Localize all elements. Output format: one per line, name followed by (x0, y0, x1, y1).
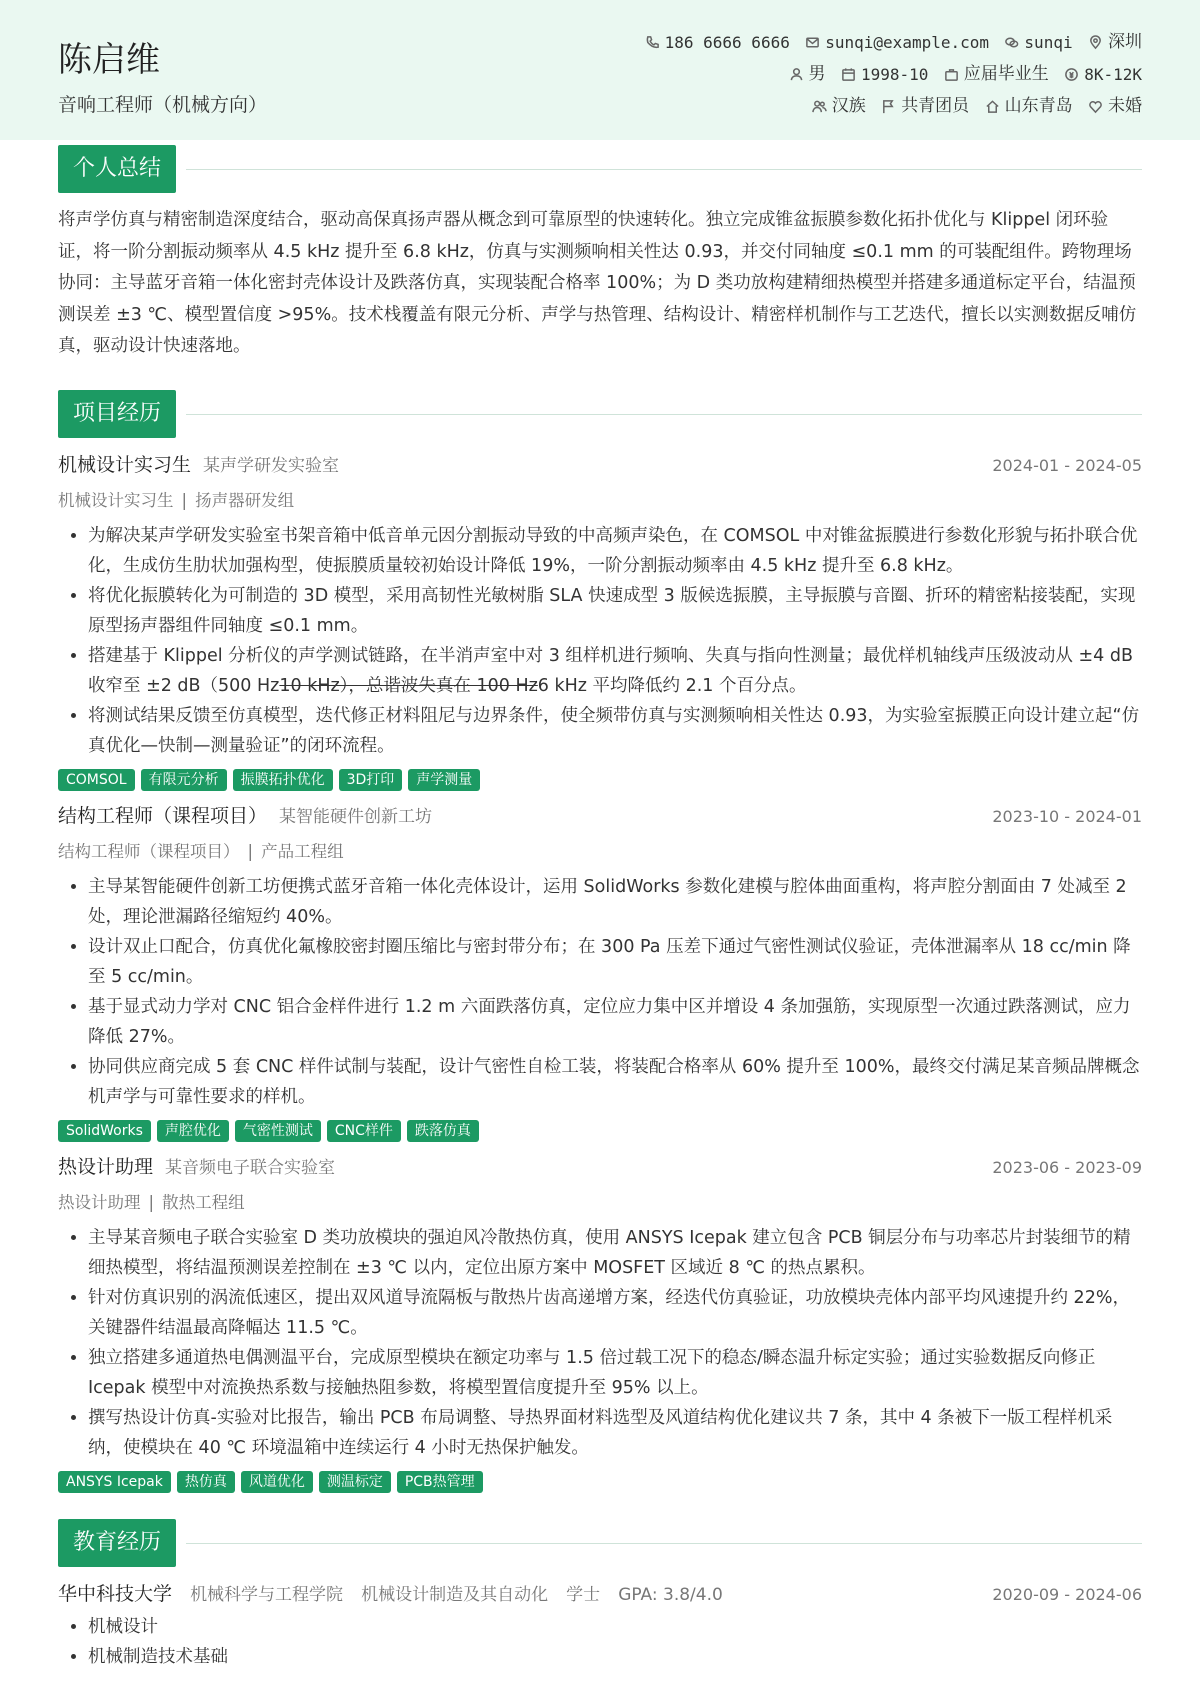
skill-tag: 热仿真 (177, 1471, 235, 1493)
course-list (58, 1612, 1142, 1672)
college: 机械科学与工程学院 (190, 1584, 344, 1605)
list-item: • 设计双止口配合，仿真优化氟橡胶密封圈压缩比与密封带分布；在 300 Pa 压差下通过气密性测试仪验证，壳体泄漏率从 18 cc/min 降至 5 cc/min。 (88, 932, 1142, 992)
section-divider (186, 414, 1142, 415)
project-bullets (58, 1223, 1142, 1463)
section-title: 项目经历 (58, 390, 176, 438)
salary: 8K-12K (1064, 60, 1142, 89)
project-title: 结构工程师（课程项目） (58, 804, 268, 827)
skill-tag: 跌落仿真 (407, 1120, 479, 1142)
summary-text: 将声学仿真与精密制造深度结合，驱动高保真扬声器从概念到可靠原型的快速转化。独立完成锥盆振膜参数化拓扑优化与 Klippel 闭环验证，将一阶分割振动频率从 4.5 kHz 提升至 6.8 kHz，仿真与实测频响相关性达 0.93，并交付同轴度 ≤0.1 mm 的可装配组件。跨物理场协同：主导蓝牙音箱一体化密封壳体设计及跌落仿真，实现装配合格率 100%；为 D 类功放构建精细热模型并搭建多通道标定平台，结温预测误差 ±3 ℃、模型置信度 >95%。技术栈覆盖有限元分析、声学与热管理、结构设计、精密样机制作与工艺迭代，擅长以实测数据反哺仿真，驱动设计快速落地。 (58, 210, 1137, 356)
project-title: 热设计助理 (58, 1155, 154, 1178)
heart-icon (1088, 99, 1103, 114)
project-org: 某音频电子联合实验室 (165, 1157, 336, 1178)
skill-tag: 有限元分析 (141, 769, 227, 791)
skill-tag: CNC样件 (327, 1120, 401, 1142)
education-item (58, 1579, 1142, 1672)
users-icon (812, 99, 827, 114)
skill-tags (58, 1471, 1142, 1493)
job-status: 应届毕业生 (944, 60, 1049, 89)
flag-icon (881, 99, 896, 114)
calendar-icon (841, 67, 856, 82)
city: 深圳 (1088, 28, 1142, 57)
list-item: • 机械制造技术基础 (88, 1642, 1142, 1672)
project-bullets (58, 872, 1142, 1112)
project-role: 结构工程师（课程项目） (58, 841, 240, 861)
project-bullets (58, 521, 1142, 761)
project-item: 热设计助理 某音频电子联合实验室 2023-06 - 2023-09 热设计助理 | 散热工程组 • 主导某音频电子联合实验室 D 类功放模块的强迫风冷散热仿真，使用 ANSYS Icepak 建立包含 PCB 铜层分布与功率芯片封装细节的精细热模型，将结温预测误差控制在 ±3 ℃ 以内，定位出原方案中 MOSFET 区域近 8 ℃ 的热点累积。 • 针对仿真识别的涡流低速区，提出双风道导流隔板与散热片齿高递增方案，经迭代仿真验证，功放模块壳体内部平均风速提升约 22%，关键器件结温最高降幅达 11.5 ℃。 • 独立搭建多通道热电偶测温平台，完成原型模块在额定功率与 1.5 倍过载工况下的稳态/瞬态温升标定实验；通过实验数据反向修正 Icepak 模型中对流换热系数与接触热阻参数，将模型置信度提升至 95% 以上。 • 撰写热设计仿真-实验对比报告，输出 PCB 布局调整、导热界面材料选型及风道结构优化建议共 7 条，其中 4 条被下一版工程样机采纳，使模块在 40 ℃ 环境温箱中连续运行 4 小时无热保护触发。 ANSYS Icepak 热仿真 风道优化 测温标定 PCB热管理 (58, 1152, 1142, 1493)
wechat-icon (1004, 35, 1019, 50)
project-role: 机械设计实习生 (58, 490, 174, 510)
section-title: 个人总结 (58, 145, 176, 193)
list-item: • 将测试结果反馈至仿真模型，迭代修正材料阻尼与边界条件，使全频带仿真与实测频响相关性达 0.93，为实验室振膜正向设计建立起“仿真优化—快制—测量验证”的闭环流程。 (88, 701, 1142, 761)
skill-tag: 3D打印 (339, 769, 403, 791)
ethnicity: 汉族 (812, 92, 866, 121)
project-group: 散热工程组 (162, 1192, 245, 1212)
section-title: 教育经历 (58, 1519, 176, 1567)
section-summary (58, 145, 1142, 193)
skill-tag: ANSYS Icepak (58, 1471, 171, 1493)
money-icon (1064, 67, 1079, 82)
project-role: 热设计助理 (58, 1192, 141, 1212)
project-date: 2023-06 - 2023-09 (992, 1157, 1142, 1177)
list-item: • 基于显式动力学对 CNC 铝合金样件进行 1.2 m 六面跌落仿真，定位应力集中区并增设 4 条加强筋，实现原型一次通过跌落测试，应力降低 27%。 (88, 992, 1142, 1052)
skill-tag: PCB热管理 (397, 1471, 483, 1493)
birth-date: 1998-10 (841, 60, 928, 89)
project-group: 扬声器研发组 (195, 490, 295, 510)
phone: 186 6666 6666 (645, 28, 790, 57)
briefcase-icon (944, 67, 959, 82)
section-divider (186, 1543, 1142, 1544)
skill-tags (58, 769, 1142, 791)
education-date: 2020-09 - 2024-06 (992, 1584, 1142, 1604)
list-item: • 独立搭建多通道热电偶测温平台，完成原型模块在额定功率与 1.5 倍过载工况下的稳态/瞬态温升标定实验；通过实验数据反向修正 Icepak 模型中对流换热系数与接触热阻参数，将模型置信度提升至 95% 以上。 (88, 1343, 1142, 1403)
list-item: • 主导某智能硬件创新工坊便携式蓝牙音箱一体化壳体设计，运用 SolidWorks 参数化建模与腔体曲面重构，将声腔分割面由 7 处减至 2 处，理论泄漏路径缩短约 40%。 (88, 872, 1142, 932)
skill-tag: 风道优化 (241, 1471, 313, 1493)
list-item: • 将优化振膜转化为可制造的 3D 模型，采用高韧性光敏树脂 SLA 快速成型 3 版候选振膜，主导振膜与音圈、折环的精密粘接装配，实现原型扬声器组件同轴度 ≤0.1 mm。 (88, 581, 1142, 641)
degree: 学士 (566, 1584, 601, 1605)
skill-tags (58, 1120, 1142, 1142)
list-item: • 撰写热设计仿真-实验对比报告，输出 PCB 布局调整、导热界面材料选型及风道结构优化建议共 7 条，其中 4 条被下一版工程样机采纳，使模块在 40 ℃ 环境温箱中连续运行 4 小时无热保护触发。 (88, 1403, 1142, 1463)
skill-tag: 声腔优化 (157, 1120, 229, 1142)
project-date: 2024-01 - 2024-05 (992, 455, 1142, 475)
email: sunqi@example.com (805, 28, 989, 57)
home-icon (985, 99, 1000, 114)
section-education (58, 1519, 1142, 1567)
candidate-role: 音响工程师（机械方向） (58, 94, 268, 116)
hometown: 山东青岛 (985, 92, 1073, 121)
list-item: • 为解决某声学研发实验室书架音箱中低音单元因分割振动导致的中高频声染色，在 COMSOL 中对锥盆振膜进行参数化形貌与拓扑联合优化，生成仿生肋状加强构型，使振膜质量较初始设计降低 19%，一阶分割振动频率由 4.5 kHz 提升至 6.8 kHz。 (88, 521, 1142, 581)
skill-tag: 测温标定 (319, 1471, 391, 1493)
list-item: • 机械设计 (88, 1612, 1142, 1642)
contact-info (635, 28, 1142, 124)
skill-tag: 气密性测试 (235, 1120, 321, 1142)
political-status: 共青团员 (881, 92, 969, 121)
project-org: 某声学研发实验室 (203, 455, 340, 476)
candidate-name: 陈启维 (58, 40, 160, 80)
project-org: 某智能硬件创新工坊 (279, 806, 433, 827)
skill-tag: COMSOL (58, 769, 135, 791)
project-item: 结构工程师（课程项目） 某智能硬件创新工坊 2023-10 - 2024-01 结构工程师（课程项目） | 产品工程组 • 主导某智能硬件创新工坊便携式蓝牙音箱一体化壳体设计，运用 SolidWorks 参数化建模与腔体曲面重构，将声腔分割面由 7 处减至 2 处，理论泄漏路径缩短约 40%。 • 设计双止口配合，仿真优化氟橡胶密封圈压缩比与密封带分布；在 300 Pa 压差下通过气密性测试仪验证，壳体泄漏率从 18 cc/min 降至 5 cc/min。 • 基于显式动力学对 CNC 铝合金样件进行 1.2 m 六面跌落仿真，定位应力集中区并增设 4 条加强筋，实现原型一次通过跌落测试，应力降低 27%。 • 协同供应商完成 5 套 CNC 样件试制与装配，设计气密性自检工装，将装配合格率从 60% 提升至 100%，最终交付满足某音频品牌概念机声学与可靠性要求的样机。 SolidWorks 声腔优化 气密性测试 CNC样件 跌落仿真 (58, 801, 1142, 1142)
skill-tag: 振膜拓扑优化 (233, 769, 333, 791)
gpa: GPA: 3.8/4.0 (618, 1584, 723, 1605)
resume-header (0, 0, 1200, 140)
project-title: 机械设计实习生 (58, 453, 192, 476)
major: 机械设计制造及其自动化 (361, 1584, 549, 1605)
wechat: sunqi (1004, 28, 1072, 57)
list-item: • 针对仿真识别的涡流低速区，提出双风道导流隔板与散热片齿高递增方案，经迭代仿真验证，功放模块壳体内部平均风速提升约 22%，关键器件结温最高降幅达 11.5 ℃。 (88, 1283, 1142, 1343)
project-date: 2023-10 - 2024-01 (992, 806, 1142, 826)
list-item: • 协同供应商完成 5 套 CNC 样件试制与装配，设计气密性自检工装，将装配合格率从 60% 提升至 100%，最终交付满足某音频品牌概念机声学与可靠性要求的样机。 (88, 1052, 1142, 1112)
list-item: • 主导某音频电子联合实验室 D 类功放模块的强迫风冷散热仿真，使用 ANSYS Icepak 建立包含 PCB 铜层分布与功率芯片封装细节的精细热模型，将结温预测误差控制在 ±3 ℃ 以内，定位出原方案中 MOSFET 区域近 8 ℃ 的热点累积。 (88, 1223, 1142, 1283)
phone-icon (645, 35, 660, 50)
gender: 男 (789, 60, 826, 89)
section-projects (58, 390, 1142, 438)
skill-tag: SolidWorks (58, 1120, 151, 1142)
user-icon (789, 67, 804, 82)
location-icon (1088, 35, 1103, 50)
section-divider (186, 169, 1142, 170)
marital-status: 未婚 (1088, 92, 1142, 121)
mail-icon (805, 35, 820, 50)
project-group: 产品工程组 (261, 841, 344, 861)
list-item: • 搭建基于 Klippel 分析仪的声学测试链路，在半消声室中对 3 组样机进行频响、失真与指向性测量；最优样机轴线声压级波动从 ±4 dB 收窄至 ±2 dB（500 Hz10 kHz），总谐波失真在 100 Hz6 kHz 平均降低约 2.1 个百分点。 (88, 641, 1142, 701)
project-item: 机械设计实习生 某声学研发实验室 2024-01 - 2024-05 机械设计实习生 | 扬声器研发组 • 为解决某声学研发实验室书架音箱中低音单元因分割振动导致的中高频声染色，在 COMSOL 中对锥盆振膜进行参数化形貌与拓扑联合优化，生成仿生肋状加强构型，使振膜质量较初始设计降低 19%，一阶分割振动频率由 4.5 kHz 提升至 6.8 kHz。 • 将优化振膜转化为可制造的 3D 模型，采用高韧性光敏树脂 SLA 快速成型 3 版候选振膜，主导振膜与音圈、折环的精密粘接装配，实现原型扬声器组件同轴度 ≤0.1 mm。 • 搭建基于 Klippel 分析仪的声学测试链路，在半消声室中对 3 组样机进行频响、失真与指向性测量；最优样机轴线声压级波动从 ±4 dB 收窄至 ±2 dB（500 Hz10 kHz），总谐波失真在 100 Hz6 kHz 平均降低约 2.1 个百分点。 • 将测试结果反馈至仿真模型，迭代修正材料阻尼与边界条件，使全频带仿真与实测频响相关性达 0.93，为实验室振膜正向设计建立起“仿真优化—快制—测量验证”的闭环流程。 COMSOL 有限元分析 振膜拓扑优化 3D打印 声学测量 (58, 450, 1142, 791)
skill-tag: 声学测量 (408, 769, 480, 791)
school-name: 华中科技大学 (58, 1582, 173, 1605)
